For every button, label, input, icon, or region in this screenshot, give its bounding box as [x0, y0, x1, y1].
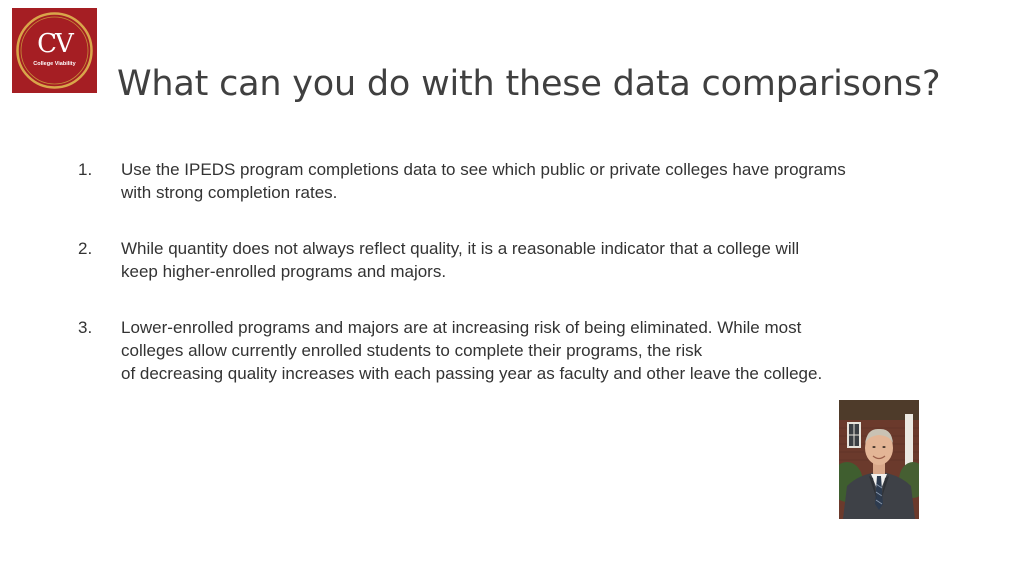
comparison-list: [78, 158, 958, 418]
list-item-text: keep higher-enrolled programs and majors.: [121, 262, 447, 281]
portrait-photo: [839, 400, 919, 519]
list-item-text: While quantity does not always reflect quality, it is a reasonable indicator that a college will: [121, 239, 800, 258]
college-viability-logo: [12, 8, 97, 93]
list-item-text: with strong completion rates.: [121, 183, 338, 202]
list-item-text: colleges allow currently enrolled students to complete their programs, the risk: [121, 341, 703, 360]
list-item: [78, 158, 958, 204]
list-item-number: 1.: [78, 160, 93, 179]
list-item-text: Use the IPEDS program completions data to see which public or private colleges have programs: [121, 160, 846, 179]
list-item: [78, 316, 958, 385]
list-item-number: 2.: [78, 239, 93, 258]
list-item-number: 3.: [78, 318, 93, 337]
list-item: [78, 237, 958, 283]
list-item-text: of decreasing quality increases with each passing year as faculty and other leave the college.: [121, 364, 823, 383]
list-item-text: Lower-enrolled programs and majors are at increasing risk of being eliminated. While most: [121, 318, 802, 337]
slide-title: What can you do with these data comparisons?: [117, 64, 941, 104]
logo-tagline: College Viability: [33, 61, 76, 67]
logo-monogram: CV: [37, 29, 72, 59]
